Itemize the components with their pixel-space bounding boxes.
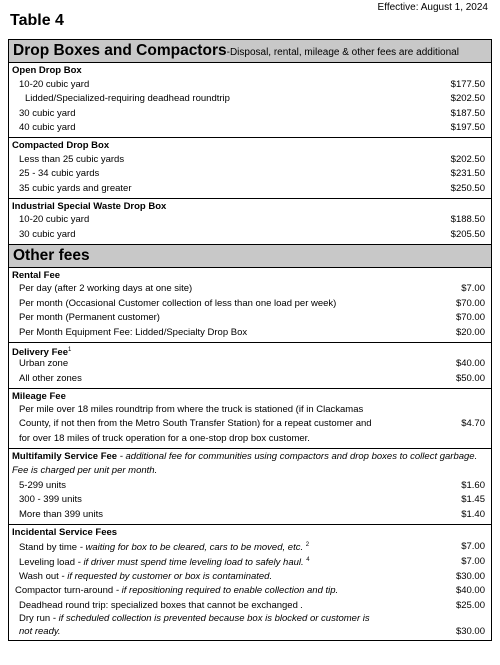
- compacted-drop-box-section: [9, 138, 491, 199]
- fee-price: $1.40: [461, 508, 485, 520]
- fee-label: Lidded/Specialized-requiring deadhead roundtrip: [25, 93, 230, 105]
- fee-price: $202.50: [450, 93, 485, 105]
- fee-price: $205.50: [450, 228, 485, 240]
- fee-price: $187.50: [450, 107, 485, 119]
- effective-date: Effective: August 1, 2024: [377, 2, 488, 13]
- fee-row: [9, 311, 491, 326]
- fee-note: - if repositioning required to enable collection and tip.: [113, 585, 339, 597]
- fee-label: Per month (Permanent customer): [19, 312, 160, 324]
- fee-row: [9, 325, 491, 340]
- multifamily-note: - additional fee for communities using compactors and drop boxes to collect garbage. Fee is charged per unit per month.: [12, 451, 478, 476]
- fee-price: $30.00: [455, 626, 485, 638]
- fee-label: Per Month Equipment Fee: Lidded/Specialty Drop Box: [19, 326, 248, 338]
- fee-label: Per month (Occasional Customer collection of less than one load per week): [19, 297, 337, 309]
- drop-boxes-heading-note: -Disposal, rental, mileage & other fees are additional: [226, 47, 459, 58]
- fee-row: [9, 612, 491, 638]
- fee-row: [9, 478, 491, 493]
- fee-label: Urban zone: [19, 358, 69, 370]
- fee-label: 30 cubic yard: [19, 107, 76, 119]
- fee-price: $4.70: [461, 418, 485, 429]
- fee-row: [9, 357, 491, 372]
- fee-label: More than 399 units: [19, 508, 103, 520]
- fee-label: 300 - 399 units: [19, 494, 82, 506]
- other-fees-heading-band: [9, 245, 491, 268]
- fee-row: [9, 296, 491, 311]
- fee-name: Dry run: [19, 613, 51, 625]
- fee-row: [9, 213, 491, 228]
- fee-price: $1.60: [461, 479, 485, 491]
- fee-price: $20.00: [455, 326, 485, 338]
- footnote-marker: 1: [67, 346, 72, 353]
- fee-row: [9, 507, 491, 522]
- fee-label: Per day (after 2 working days at one site): [19, 283, 193, 295]
- fee-note: - if scheduled collection is prevented because box is blocked or customer is not ready.: [19, 613, 370, 638]
- fee-name: Stand by time: [19, 541, 78, 553]
- fee-price: $197.50: [450, 122, 485, 134]
- fee-table: [8, 39, 492, 641]
- other-fees-heading: Other fees: [13, 246, 90, 264]
- table-title: Table 4: [10, 12, 64, 29]
- fee-row: [9, 403, 491, 447]
- fee-label: [9, 570, 415, 583]
- fee-note: - if requested by customer or box is contaminated.: [58, 570, 273, 582]
- fee-row: [9, 227, 491, 242]
- drop-boxes-heading: Drop Boxes and Compactors: [13, 42, 227, 59]
- fee-label: Less than 25 cubic yards: [19, 153, 125, 165]
- fee-price: $7.00: [461, 555, 485, 567]
- fee-price: $25.00: [455, 599, 485, 611]
- section-title: Mileage Fee: [12, 390, 66, 402]
- fee-row: [9, 493, 491, 508]
- fee-price: $7.00: [461, 283, 485, 295]
- industrial-drop-box-section: [9, 199, 491, 245]
- fee-price: $188.50: [450, 214, 485, 226]
- section-title: Industrial Special Waste Drop Box: [12, 200, 167, 212]
- fee-price: $30.00: [455, 570, 485, 582]
- fee-label: 5-299 units: [19, 479, 67, 491]
- fee-row: [9, 371, 491, 386]
- fee-price: $1.45: [461, 494, 485, 506]
- fee-label: 35 cubic yards and greater: [19, 182, 132, 194]
- open-drop-box-section: [9, 63, 491, 138]
- fee-note: .: [297, 599, 304, 611]
- fee-price: $40.00: [455, 358, 485, 370]
- fee-label: [9, 612, 415, 638]
- fee-price: $7.00: [461, 540, 485, 552]
- fee-price: $40.00: [455, 585, 485, 597]
- fee-price: $50.00: [455, 372, 485, 384]
- fee-row: [9, 121, 491, 136]
- section-title: Open Drop Box: [12, 65, 82, 76]
- fee-name: Deadhead round trip: specialized boxes that cannot be exchanged: [19, 599, 298, 611]
- fee-note: - waiting for box to be cleared, cars to be moved, etc.: [77, 541, 304, 553]
- fee-price: $231.50: [450, 168, 485, 180]
- fee-label: [9, 554, 415, 569]
- fee-label: [9, 584, 415, 597]
- fee-row: [9, 106, 491, 121]
- fee-row: [9, 539, 491, 554]
- fee-note: - if driver must spend time leveling load to safely haul.: [75, 556, 304, 568]
- drop-boxes-heading-band: [9, 40, 491, 63]
- fee-price: $70.00: [455, 297, 485, 309]
- fee-row: [9, 598, 491, 613]
- footnote-marker: 2: [305, 541, 310, 548]
- fee-row: [9, 554, 491, 569]
- mileage-fee-section: [9, 389, 491, 450]
- fee-row: [9, 583, 491, 598]
- fee-label: 10-20 cubic yard: [19, 78, 90, 90]
- fee-price: $70.00: [455, 312, 485, 324]
- fee-label: 40 cubic yard: [19, 122, 76, 134]
- incidental-fee-section: [9, 525, 491, 641]
- footnote-marker: 4: [306, 556, 310, 563]
- section-title: [9, 344, 491, 357]
- fee-row: [9, 77, 491, 92]
- fee-name: Leveling load: [19, 556, 75, 568]
- fee-label: 10-20 cubic yard: [19, 214, 90, 226]
- fee-row: [9, 152, 491, 167]
- rental-fee-section: [9, 268, 491, 343]
- fee-label: 30 cubic yard: [19, 228, 76, 240]
- fee-label: Per mile over 18 miles roundtrip from where the truck is stationed (if in Clackamas County, if not then from the Metro South Transfer Station) for a repeat customer and for over 18 miles of truck operation for a one-stop drop box customer.: [19, 403, 372, 444]
- multifamily-description: [9, 450, 491, 478]
- fee-label: All other zones: [19, 372, 82, 384]
- fee-row: [9, 181, 491, 196]
- fee-name: Compactor turn-around: [15, 585, 114, 597]
- fee-label: [9, 599, 415, 612]
- section-title: Incidental Service Fees: [12, 526, 118, 538]
- multifamily-fee-section: [9, 449, 491, 525]
- fee-label: [9, 539, 415, 554]
- fee-row: [9, 92, 491, 107]
- section-title: Multifamily Service Fee: [12, 451, 118, 462]
- fee-row: [9, 282, 491, 297]
- section-title: Rental Fee: [12, 269, 61, 281]
- fee-price: $202.50: [450, 153, 485, 165]
- fee-price: $250.50: [450, 182, 485, 194]
- fee-row: [9, 569, 491, 584]
- section-title: Compacted Drop Box: [12, 140, 110, 151]
- fee-name: Wash out: [19, 570, 59, 582]
- delivery-fee-section: [9, 343, 491, 389]
- delivery-fee-title: Delivery Fee: [12, 346, 68, 358]
- fee-label: 25 - 34 cubic yards: [19, 168, 100, 180]
- fee-price: $177.50: [450, 78, 485, 90]
- fee-row: [9, 167, 491, 182]
